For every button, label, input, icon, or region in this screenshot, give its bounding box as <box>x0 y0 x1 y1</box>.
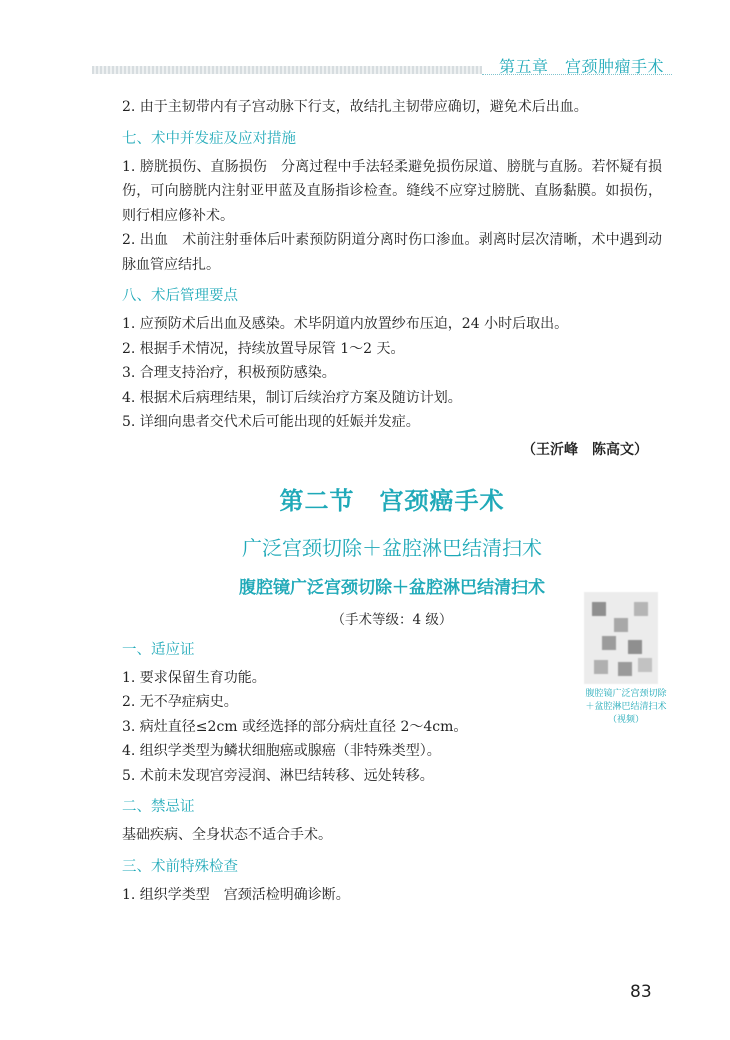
author-credit: （王沂峰 陈高文） <box>522 441 648 458</box>
list-item: 5. 详细向患者交代术后可能出现的妊娠并发症。 <box>122 414 420 430</box>
header-decor-bar <box>92 66 482 74</box>
list-item: 1. 要求保留生育功能。 <box>122 669 266 686</box>
list-item: 2. 无不孕症病史。 <box>122 694 238 710</box>
page-number: 83 <box>630 982 652 1002</box>
list-item: 3. 合理支持治疗，积极预防感染。 <box>122 365 336 381</box>
list-item: 4. 组织学类型为鳞状细胞癌或腺癌（非特殊类型）。 <box>122 743 441 759</box>
list-item: 3. 病灶直径≤2cm 或经选择的部分病灶直径 2～4cm。 <box>122 718 468 735</box>
list-item: 1. 组织学类型 宫颈活检明确诊断。 <box>122 886 350 903</box>
paragraph: 基础疾病、全身状态不适合手术。 <box>122 827 332 843</box>
qr-code-icon[interactable] <box>584 592 658 684</box>
section-title: 第二节 宫颈癌手术 <box>279 485 505 515</box>
list-item: 4. 根据术后病理结果，制订后续治疗方案及随访计划。 <box>122 389 462 406</box>
heading-indications: 一、适应证 <box>122 641 195 658</box>
chapter-title: 第五章 宫颈肿瘤手术 <box>498 57 664 76</box>
list-item: 5. 术前未发现宫旁浸润、淋巴结转移、远处转移。 <box>122 767 434 784</box>
list-item: 2. 根据手术情况，持续放置导尿管 1～2 天。 <box>122 340 405 357</box>
page-header <box>0 0 730 82</box>
heading-contraindications: 二、禁忌证 <box>122 799 195 815</box>
video-qr-panel <box>582 592 670 727</box>
page-body <box>122 95 662 907</box>
surgery-title: 广泛宫颈切除＋盆腔淋巴结清扫术 <box>242 535 542 560</box>
surgery-subtitle: 腹腔镜广泛宫颈切除＋盆腔淋巴结清扫术 <box>239 577 545 598</box>
paragraph: 1. 膀胱损伤、直肠损伤 分离过程中手法轻柔避免损伤尿道、膀胱与直肠。若怀疑有损伤，可向膀胱内注射亚甲蓝及直肠指诊检查。缝线不应穿过膀胱、直肠黏膜。如损伤，则行相应修补术。 <box>122 158 662 224</box>
paragraph: 2. 出血 术前注射垂体后叶素预防阴道分离时伤口渗血。剥离时层次清晰，术中遇到动脉血管应结扎。 <box>122 232 662 273</box>
heading-postop: 八、术后管理要点 <box>122 288 238 304</box>
heading-preop-exams: 三、术前特殊检查 <box>122 858 238 875</box>
list-item: 1. 应预防术后出血及感染。术毕阴道内放置纱布压迫，24 小时后取出。 <box>122 316 569 332</box>
heading-complications: 七、术中并发症及应对措施 <box>122 130 296 147</box>
paragraph: 2. 由于主韧带内有子宫动脉下行支，故结扎主韧带应确切，避免术后出血。 <box>122 99 588 115</box>
video-caption: 腹腔镜广泛宫颈切除＋盆腔淋巴结清扫术（视频） <box>585 689 667 725</box>
surgery-grade: （手术等级：4 级） <box>331 611 453 628</box>
